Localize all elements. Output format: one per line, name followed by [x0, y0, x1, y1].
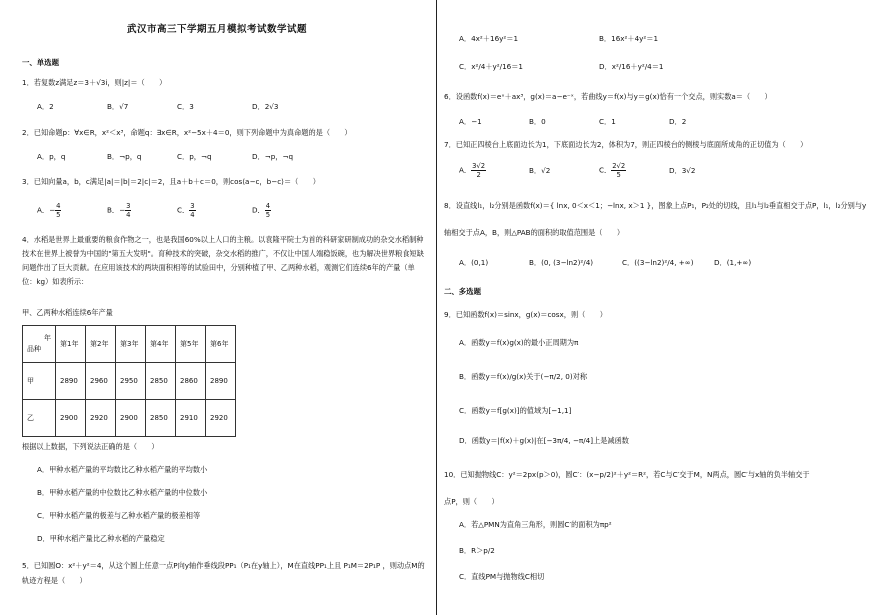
year-header-5: 第5年	[176, 326, 206, 363]
year-header-6: 第6年	[206, 326, 236, 363]
year-header-1: 第1年	[56, 326, 86, 363]
q7-c-fraction: $\frac{2√2}{5}$	[612, 162, 626, 179]
exam-title: 武汉市高三下学期五月模拟考试数学试题	[127, 24, 308, 35]
table-cell: 2860	[176, 363, 206, 400]
table-cell: 2950	[116, 363, 146, 400]
q7-stem: 7．已知正四棱台上底面边长为1，下底面边长为2，体积为7，则正四棱台的侧棱与底面所成角的正切值为（ ）	[444, 140, 808, 149]
table-row	[23, 363, 236, 400]
table-cell: 2900	[56, 400, 86, 437]
table-cell: 2920	[206, 400, 236, 437]
left-column	[22, 0, 430, 615]
q3-option-a[interactable]	[37, 202, 61, 219]
table-cell: 2900	[116, 400, 146, 437]
q8-stem-line2: 轴相交于点A，B，则△PAB的面积的取值范围是（ ）	[444, 228, 625, 237]
q1-option-d[interactable]: D．2√3	[252, 102, 279, 111]
q4-stem: 4．水稻是世界上最重要的粮食作物之一，也是我国60%以上人口的主粮。以袁隆平院士为首的科研家研制成功的杂交水稻制种技术在世界上被誉为中国的"第五大发明"。育种技术的突破，杂交水稻的推广，不仅让中国人端稳饭碗，也为解决世界粮食短缺问题作出了巨大贡献。在应用该技术的两块面积相等的试验田中，分别种植了甲、乙两种水稻，观测它们连续6年的产量（单位：kg）如表所示：	[22, 235, 424, 286]
q10-option-c[interactable]: C．直线PM与抛物线C相切	[459, 572, 545, 581]
table-cell: 2960	[86, 363, 116, 400]
q2-option-c[interactable]: C．p，¬q	[177, 152, 212, 161]
q1-option-a[interactable]: A．2	[37, 102, 54, 111]
q7-option-a[interactable]	[459, 162, 486, 179]
q9-option-d[interactable]: D．函数y＝|f(x)＋g(x)|在[−3π/4, −π/4]上是减函数	[459, 436, 629, 445]
q9-option-b[interactable]: B．函数y＝f(x)/g(x)关于(−π/2, 0)对称	[459, 372, 588, 381]
q2-option-b[interactable]: B．¬p，q	[107, 152, 142, 161]
table-cell: 2890	[206, 363, 236, 400]
q3-d-fraction: $\frac{4}{5}$	[265, 202, 271, 219]
row-name-jia: 甲	[23, 363, 56, 400]
q4-option-a[interactable]: A．甲种水稻产量的平均数比乙种水稻产量的平均数小	[37, 465, 208, 474]
year-header-2: 第2年	[86, 326, 116, 363]
table-cell: 2890	[56, 363, 86, 400]
table-cell: 2910	[176, 400, 206, 437]
q3-b-sign: B．−	[107, 205, 126, 215]
q8-stem-line1: 8．设直线l₁，l₂分别是函数f(x)＝{ lnx, 0＜x＜1；−lnx, x＞1 }，图象上点P₁，P₂处的切线，且l₁与l₂垂直相交于点P，l₁，l₂分别与y	[444, 201, 867, 210]
q8-option-b[interactable]: B．(0, (3−ln2)²/4)	[529, 258, 594, 267]
section-single-choice: 一、单选题	[22, 58, 59, 67]
year-header-4: 第4年	[146, 326, 176, 363]
q3-option-c[interactable]	[177, 202, 196, 219]
table-row	[23, 400, 236, 437]
q6-option-b[interactable]: B．0	[529, 117, 546, 126]
q9-option-c[interactable]: C．函数y＝f[g(x)]的值域为[−1,1]	[459, 406, 572, 415]
q3-c-sign: C．	[177, 205, 190, 215]
table-header-row	[23, 326, 236, 363]
section-multi-choice: 二、多选题	[444, 287, 481, 296]
table-cell: 2850	[146, 400, 176, 437]
q10-stem-line1: 10．已知抛物线C：y²＝2px(p＞0)，圆C′：(x−p/2)²＋y²＝R²，若C与C′交于M，N两点，圆C′与x轴的负半轴交于	[444, 470, 810, 479]
right-column	[444, 0, 867, 615]
q3-a-fraction: $\frac{4}{5}$	[56, 202, 61, 219]
year-header-3: 第3年	[116, 326, 146, 363]
table-cell: 2920	[86, 400, 116, 437]
q10-option-a[interactable]: A．若△PMN为直角三角形，则圆C′的面积为πp²	[459, 520, 612, 529]
row-name-yi: 乙	[23, 400, 56, 437]
q3-option-b[interactable]	[107, 202, 131, 219]
q8-option-d[interactable]: D．(1,+∞)	[714, 258, 752, 267]
q6-stem: 6．设函数f(x)＝eˣ＋ax³，g(x)＝a−e⁻ˣ，若曲线y＝f(x)与y＝g(x)恰有一个交点，则实数a＝（ ）	[444, 92, 772, 101]
q6-option-a[interactable]: A．−1	[459, 117, 482, 126]
corner-variety-label: 品种	[27, 345, 41, 353]
column-divider	[436, 0, 437, 615]
q10-stem-line2: 点P，则（ ）	[444, 497, 499, 506]
q8-option-c[interactable]: C．((3−ln2)²/4, +∞)	[622, 258, 694, 267]
q3-c-fraction: $\frac{3}{4}$	[190, 202, 195, 219]
q7-option-d[interactable]: D．3√2	[669, 166, 696, 175]
q8-option-a[interactable]: A．(0,1)	[459, 258, 489, 267]
q3-stem: 3．已知向量a，b，c满足|a|＝|b|＝2|c|＝2，且a＋b＋c＝0，则cos⟨a−c，b−c⟩＝（ ）	[22, 177, 320, 186]
q1-option-c[interactable]: C．3	[177, 102, 194, 111]
table-cell: 2850	[146, 363, 176, 400]
q4-option-b[interactable]: B．甲种水稻产量的中位数比乙种水稻产量的中位数小	[37, 488, 208, 497]
q4-option-c[interactable]: C．甲种水稻产量的极差与乙种水稻产量的极差相等	[37, 511, 201, 520]
q1-stem: 1．若复数z满足z＝3＋√3i，则|z|＝（ ）	[22, 78, 167, 87]
q2-stem: 2．已知命题p：∀x∈R，x²＜x³，命题q：∃x∈R，x²−5x＋4＝0，则下列命题中为真命题的是（ ）	[22, 128, 352, 137]
q3-d-sign: D．	[252, 205, 265, 215]
q4-option-d[interactable]: D．甲种水稻产量比乙种水稻的产量稳定	[37, 534, 165, 543]
q9-stem: 9．已知函数f(x)＝sinx，g(x)＝cosx，则（ ）	[444, 310, 607, 319]
q7-option-b[interactable]: B．√2	[529, 166, 551, 175]
q5-stem: 5．已知圆O：x²＋y²＝4，从这个圆上任意一点P向y轴作垂线段PP₁（P₁在y轴上），M在直线PP₁上且 P₁M＝2P₁P ，则动点M的轨迹方程是（ ）	[22, 561, 425, 585]
q5-option-b[interactable]: B．16x²＋4y²＝1	[599, 34, 659, 43]
q7-option-c[interactable]	[599, 162, 626, 179]
q9-option-a[interactable]: A．函数y＝f(x)g(x)的最小正周期为π	[459, 338, 579, 347]
q10-option-b[interactable]: B．R＞p/2	[459, 546, 495, 555]
q5-option-a[interactable]: A．4x²＋16y²＝1	[459, 34, 519, 43]
q5-option-d[interactable]: D．x²/16＋y²/4＝1	[599, 62, 664, 71]
yield-table	[22, 325, 236, 437]
q4-table-title: 甲、乙两种水稻连续6年产量	[22, 308, 113, 317]
q3-b-fraction: $\frac{3}{4}$	[126, 202, 131, 219]
q4-question: 根据以上数据，下列说法正确的是（ ）	[22, 442, 159, 451]
q6-option-d[interactable]: D．2	[669, 117, 687, 126]
q7-a-label: A．	[459, 165, 472, 175]
table-corner-cell	[23, 326, 56, 363]
q7-a-fraction: $\frac{3√2}{2}$	[472, 162, 486, 179]
q1-option-b[interactable]: B．√7	[107, 102, 129, 111]
q2-option-a[interactable]: A．p，q	[37, 152, 66, 161]
q5-option-c[interactable]: C．x²/4＋y²/16＝1	[459, 62, 523, 71]
q7-c-label: C．	[599, 165, 612, 175]
q3-option-d[interactable]	[252, 202, 271, 219]
q2-option-d[interactable]: D．¬p，¬q	[252, 152, 294, 161]
q3-a-sign: A．−	[37, 205, 56, 215]
q6-option-c[interactable]: C．1	[599, 117, 616, 126]
corner-year-label: 年	[44, 334, 51, 342]
